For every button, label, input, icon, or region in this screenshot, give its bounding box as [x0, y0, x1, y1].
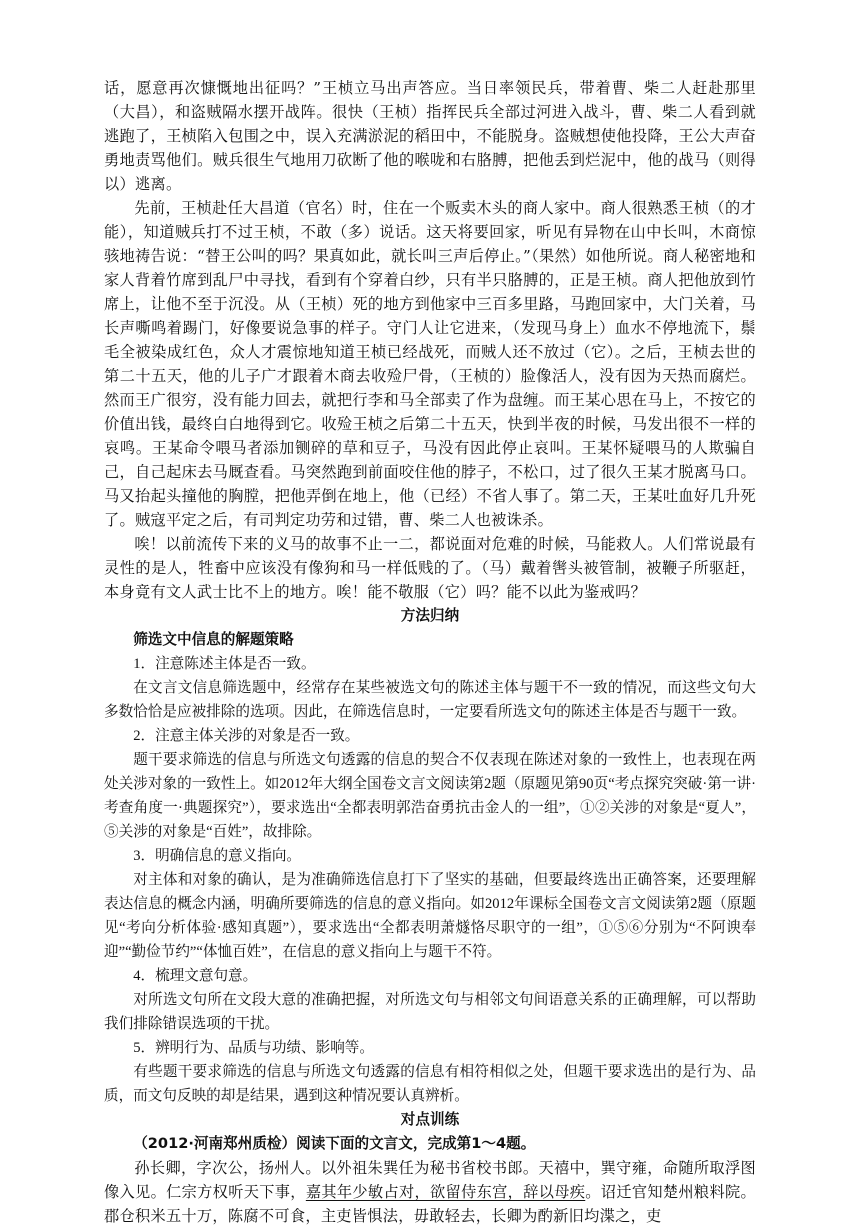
document-page [104, 76, 756, 1228]
translation-paragraph-1: 话，愿意再次慷慨地出征吗？”王桢立马出声答应。当日率领民兵，带着曹、柴二人赶赴那里（大昌），和盗贼隔水摆开战阵。很快（王桢）指挥民兵全部过河进入战斗，曹、柴二人看到就逃跑了，王桢陷入包围之中，误入充满淤泥的稻田中，不能脱身。盗贼想使他投降，王公大声奋勇地责骂他们。贼兵很生气地用刀砍断了他的喉咙和右胳膊，把他丢到烂泥中，他的战马（则得以）逃离。 [104, 79, 756, 193]
practice-heading: 对点训练 [400, 1111, 460, 1128]
method-item-1-label: 1．注意陈述主体是否一致。 [133, 656, 316, 672]
method-item-5-label: 5．辨明行为、品质与功绩、影响等。 [133, 1040, 374, 1056]
passage-underlined-sentence: 嘉其年少敏占对，欲留侍东宫，辞以母疾 [305, 1183, 586, 1201]
method-item-2-label: 2．注意主体关涉的对象是否一致。 [133, 728, 360, 744]
method-item-4-label: 4．梳理文意句意。 [133, 968, 258, 984]
practice-passage [104, 1156, 756, 1228]
practice-intro: （2012·河南郑州质检）阅读下面的文言文，完成第1～4题。 [133, 1135, 536, 1152]
method-heading: 方法归纳 [400, 607, 460, 624]
method-item-3-label: 3．明确信息的意义指向。 [133, 848, 302, 864]
translation-paragraph-3: 唉！以前流传下来的义马的故事不止一二，都说面对危难的时候，马能救人。人们常说最有灵性的是人，牲畜中应该没有像狗和马一样低贱的了。（马）戴着辔头被管制，被鞭子所驱赶，本身竟有文人武士比不上的地方。唉！能不敬服（它）吗？能不以此为鉴戒吗？ [104, 535, 756, 601]
passage-text-after: 。诏迁官知楚州粮料院。郡仓积米五十万，陈腐不可食，主吏皆惧法，毋敢轻去，长卿为酌新旧均渫之，吏 [104, 1183, 756, 1225]
method-item-4-text: 对所选文句所在文段大意的准确把握，对所选文句与相邻文句间语意关系的正确理解，可以帮助我们排除错误选项的干扰。 [104, 992, 756, 1032]
passage-text-before: 孙长卿，字次公，扬州人。以外祖朱巽任为秘书省校书郎。天禧中，巽守雍，命随所取浮图像入见。仁宗方权听天下事， [104, 1159, 756, 1201]
method-item-3-text: 对主体和对象的确认，是为准确筛选信息打下了坚实的基础，但要最终选出正确答案，还要理解表达信息的概念内涵，明确所要筛选的信息的意义指向。如2012年课标全国卷文言文阅读第2题（原题见“考向分析体验·感知真题”），要求选出“全都表明萧燧恪尽职守的一组”，①⑤⑥分别为“不阿谀奉迎”“勤俭节约”“体恤百姓”，在信息的意义指向上与题干不符。 [104, 872, 756, 960]
translation-paragraph-2: 先前，王桢赴任大昌道（官名）时，住在一个贩卖木头的商人家中。商人很熟悉王桢（的才能），知道贼兵打不过王桢，不敢（多）说话。这天将要回家，听见有异物在山中长叫，木商惊骇地祷告说：“替王公叫的吗？果真如此，就长叫三声后停止。”（果然）如他所说。商人秘密地和家人背着竹席到乱尸中寻找，看到有个穿着白纱，只有半只胳膊的，正是王桢。商人把他放到竹席上，让他不至于沉没。从（王桢）死的地方到他家中三百多里路，马跑回家中，大门关着，马长声嘶鸣着踢门，好像要说急事的样子。守门人让它进来，（发现马身上）血水不停地流下，鬃毛全被染成红色，众人才震惊地知道王桢已经战死，而贼人还不放过（它）。之后，王桢去世的第二十五天，他的儿子广才跟着木商去收殓尸骨，（王桢的）脸像活人，没有因为天热而腐烂。然而王广很穷，没有能力回去，就把行李和马全部卖了作为盘缠。而王某心思在马上，不按它的价值出钱，最终白白地得到它。收殓王桢之后第二十五天，快到半夜的时候，马发出很不一样的哀鸣。王某命令喂马者添加铡碎的草和豆子，马没有因此停止哀叫。王某怀疑喂马的人欺骗自己，自己起床去马厩查看。马突然跑到前面咬住他的脖子，不松口，过了很久王某才脱离马口。马又抬起头撞他的胸膛，把他弄倒在地上，他（已经）不省人事了。第二天，王某吐血好几升死了。贼寇平定之后，有司判定功劳和过错，曹、柴二人也被诛杀。 [104, 199, 756, 529]
method-item-1-text: 在文言文信息筛选题中，经常存在某些被选文句的陈述主体与题干不一致的情况，而这些文句大多数恰恰是应被排除的选项。因此，在筛选信息时，一定要看所选文句的陈述主体是否与题干一致。 [104, 680, 756, 720]
method-item-5-text: 有些题干要求筛选的信息与所选文句透露的信息有相符相似之处，但题干要求选出的是行为、品质，而文句反映的却是结果，遇到这种情况要认真辨析。 [104, 1064, 756, 1104]
method-item-2-text: 题干要求筛选的信息与所选文句透露的信息的契合不仅表现在陈述对象的一致性上，也表现在两处关涉对象的一致性上。如2012年大纲全国卷文言文阅读第2题（原题见第90页“考点探究突破·第一讲·考查角度一·典题探究”），要求选出“全都表明郭浩奋勇抗击金人的一组”，①②关涉的对象是“夏人”，⑤关涉的对象是“百姓”，故排除。 [104, 752, 756, 840]
method-title: 筛选文中信息的解题策略 [133, 631, 294, 648]
